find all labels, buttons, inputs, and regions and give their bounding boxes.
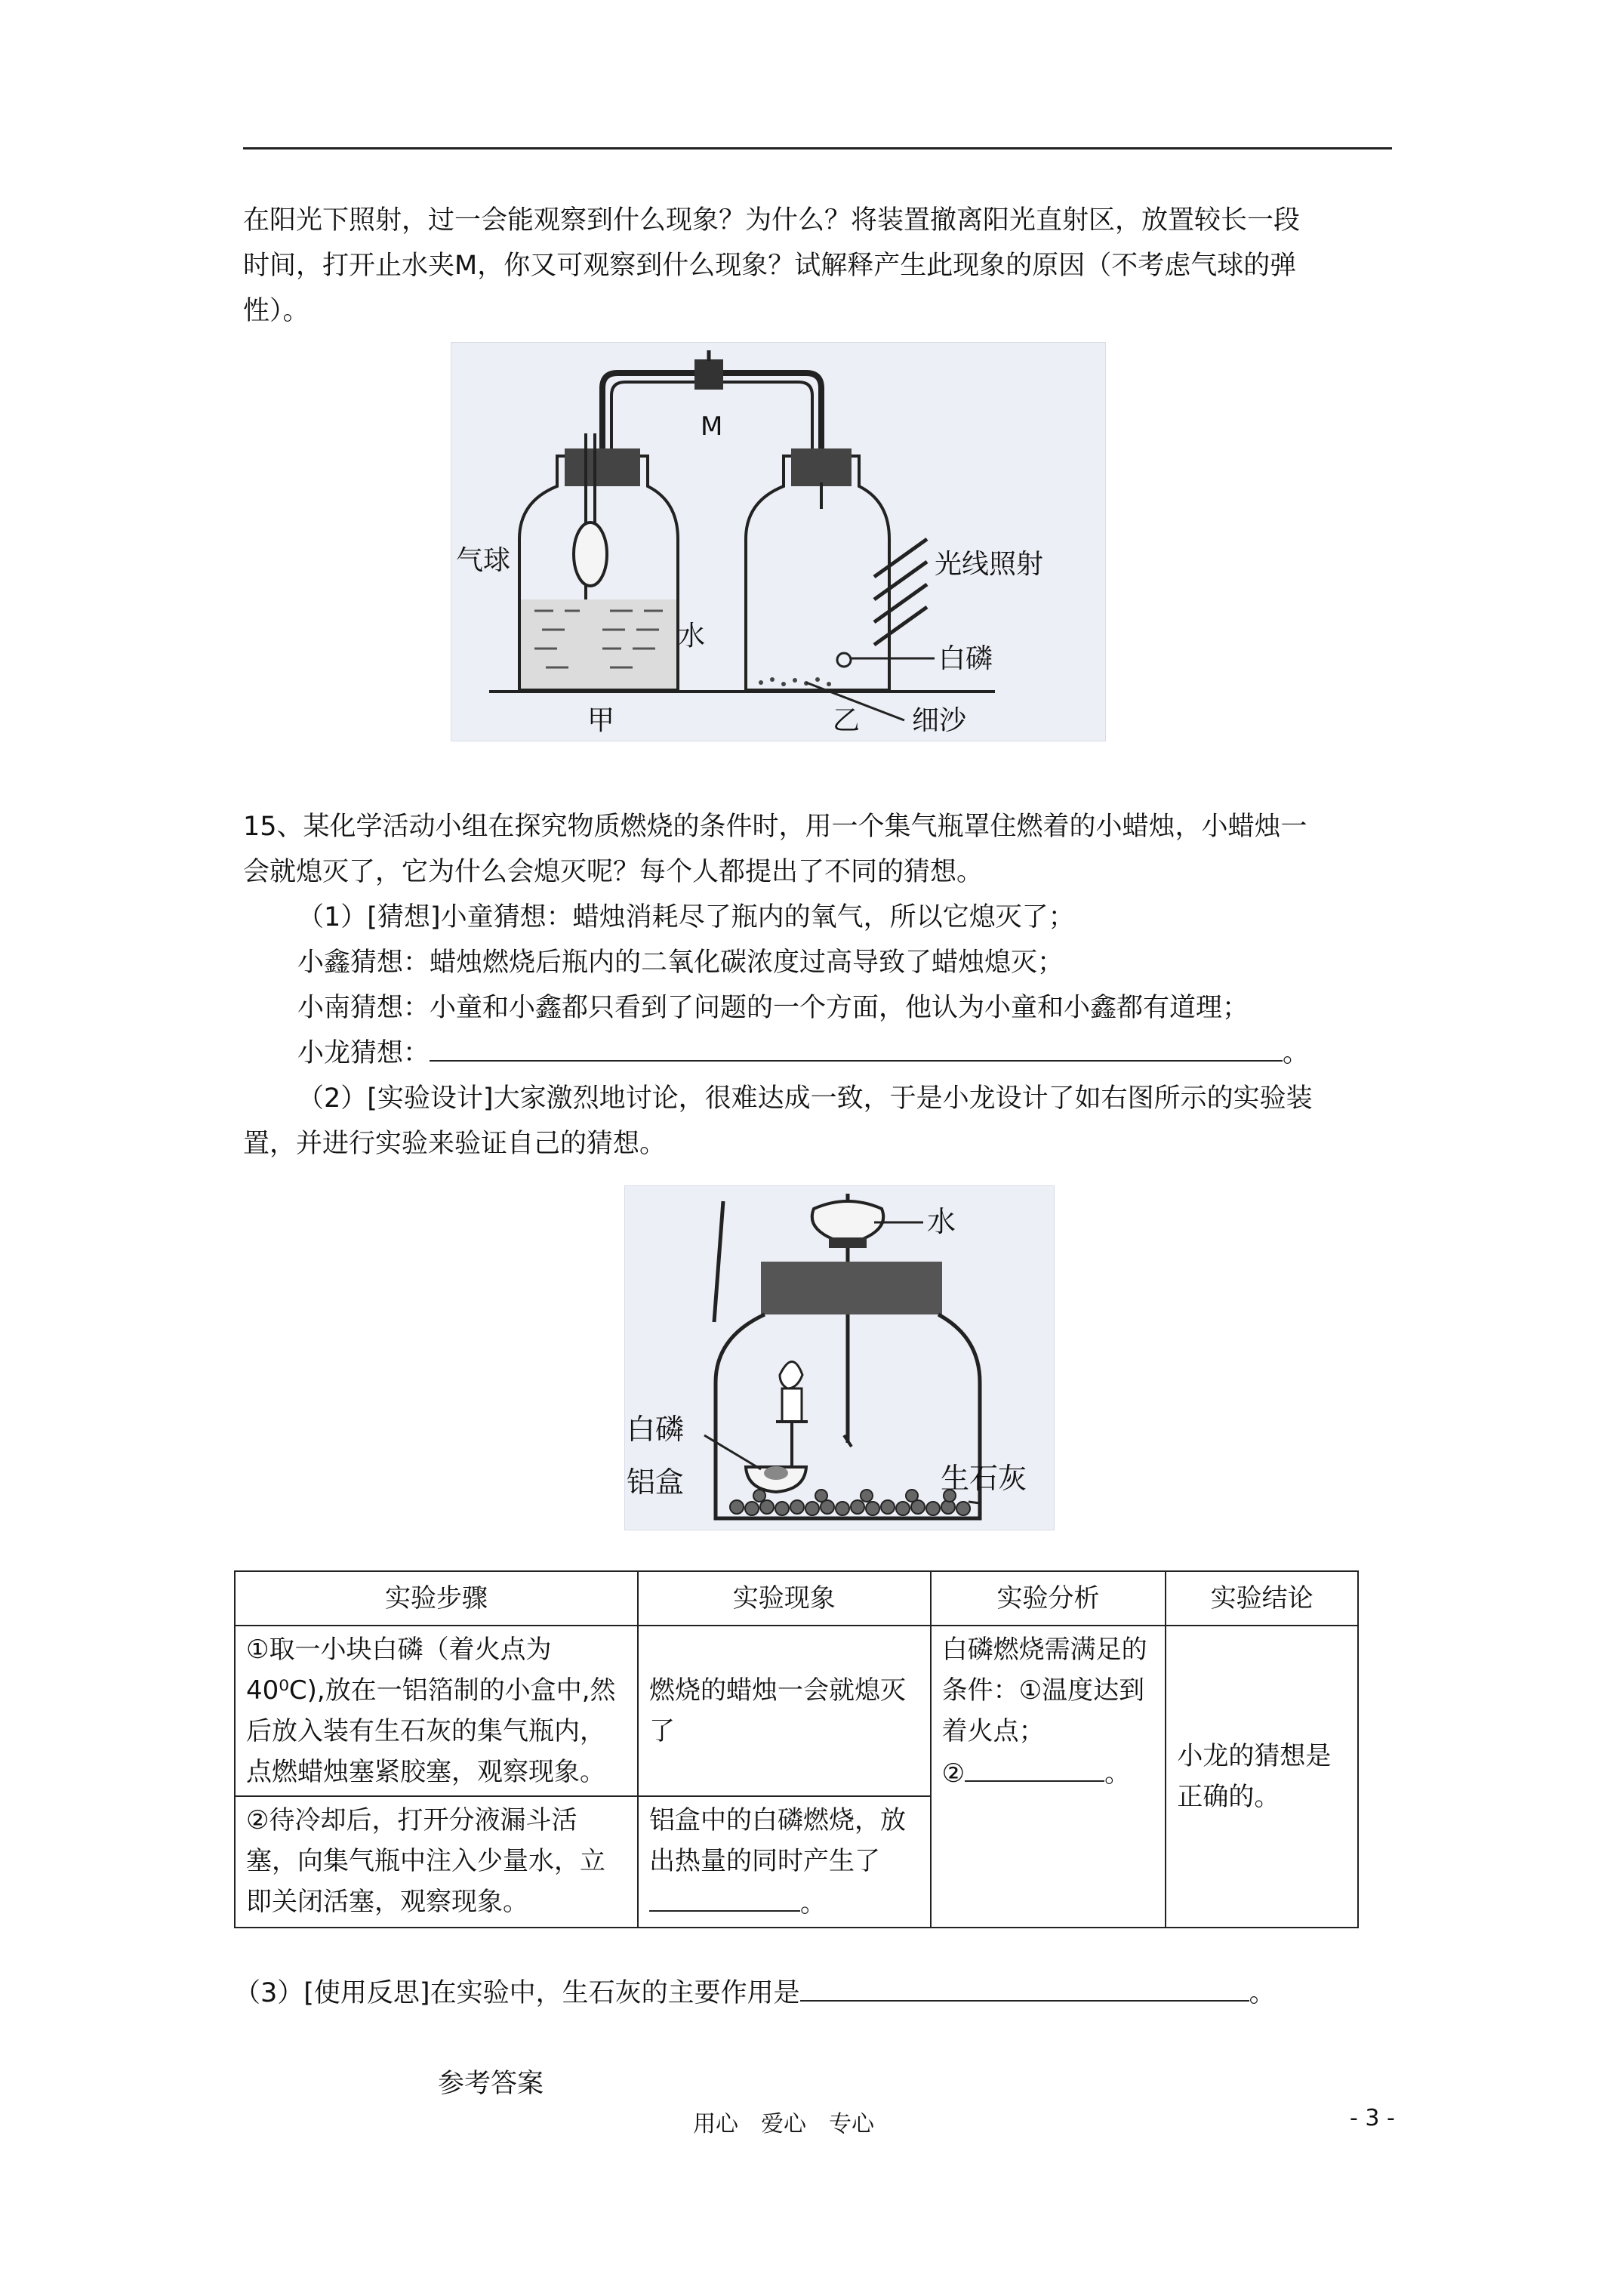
q15-line-1: 15、某化学活动小组在探究物质燃烧的条件时，用一个集气瓶罩住燃着的小蜡烛，小蜡烛一 (243, 812, 1307, 842)
sand-label: 细沙 (912, 705, 967, 736)
candle-flame (780, 1362, 802, 1389)
page-number: - 3 - (1350, 2105, 1395, 2131)
jar-stopper (761, 1262, 942, 1314)
jar-b (746, 456, 889, 690)
phenomenon-1-cell: 燃烧的蜡烛一会就熄灭了 (638, 1626, 931, 1796)
jar-b-stopper (791, 448, 852, 486)
guess-2: 小鑫猜想：蜡烛燃烧后瓶内的二氧化碳浓度过高导致了蜡烛熄灭； (297, 948, 1064, 978)
jar-a-stopper (565, 448, 640, 486)
phenomenon-2-cell (638, 1796, 931, 1928)
phosphorus-label: 白磷 (627, 1413, 685, 1446)
quicklime-label: 生石灰 (941, 1462, 1027, 1495)
table-row (235, 1626, 1358, 1796)
phenomenon-2-suffix: 。 (800, 1888, 826, 1918)
candle (782, 1388, 802, 1422)
analysis-condition-2-prefix: ② (941, 1758, 965, 1789)
step-2-cell: ②待冷却后，打开分液漏斗活塞，向集气瓶中注入少量水，立即关闭活塞，观察现象。 (235, 1796, 638, 1928)
analysis-answer-blank[interactable] (965, 1752, 1104, 1782)
intro-line-1: 在阳光下照射，过一会能观察到什么现象？为什么？将装置撤离阳光直射区，放置较长一段 (243, 205, 1301, 236)
design-line-2: 置，并进行实验来验证自己的猜想。 (243, 1129, 667, 1159)
analysis-cell (931, 1626, 1166, 1928)
balloon (574, 522, 607, 586)
guess-4-suffix: 。 (1283, 1038, 1310, 1068)
reflection-answer-blank[interactable] (800, 1971, 1249, 2002)
answer-heading: 参考答案 (438, 2069, 544, 2099)
reflection-prefix: （3）[使用反思]在实验中，生石灰的主要作用是 (234, 1978, 800, 2008)
white-phosphorus (837, 653, 851, 667)
intro-line-3: 性）。 (243, 296, 310, 326)
apparatus-figure-1 (451, 342, 1106, 741)
jar-a-label: 甲 (587, 705, 615, 736)
apparatus-figure-2-drawing (625, 1186, 1054, 1530)
intro-line-2: 时间，打开止水夹M，你又可观察到什么现象？试解释产生此现象的原因（不考虑气球的弹 (243, 251, 1297, 281)
clamp-label: M (701, 411, 723, 442)
header-steps: 实验步骤 (235, 1571, 638, 1626)
phenomenon-2-text: 铝盒中的白磷燃烧，放出热量的同时产生了 (649, 1805, 906, 1876)
apparatus-figure-1-drawing (451, 343, 1105, 741)
water-label: 水 (678, 621, 706, 652)
guess-4-answer-blank[interactable] (430, 1031, 1283, 1062)
jar-b-label: 乙 (833, 705, 861, 736)
reflection-line (234, 1971, 1383, 2016)
guess-1: （1）[猜想]小童猜想：蜡烛消耗尽了瓶内的氧气，所以它熄灭了； (297, 902, 1075, 932)
guess-4-prefix: 小龙猜想： (297, 1038, 430, 1068)
light-rays (874, 539, 927, 645)
step-1-cell: ①取一小块白磷（着火点为40⁰C),放在一铝箔制的小盒中,然后放入装有生石灰的集气瓶内，点燃蜡烛塞紧胶塞，观察现象。 (235, 1626, 638, 1796)
conclusion-cell: 小龙的猜想是正确的。 (1166, 1626, 1358, 1928)
white-phosphorus (764, 1466, 788, 1480)
reflection-suffix: 。 (1249, 1978, 1276, 2008)
header-analysis: 实验分析 (931, 1571, 1166, 1626)
separatory-funnel (812, 1201, 883, 1239)
phosphorus-label: 白磷 (938, 643, 993, 674)
apparatus-figure-2 (624, 1185, 1055, 1530)
light-label: 光线照射 (935, 549, 1044, 580)
water-clamp (694, 359, 723, 390)
header-conclusion: 实验结论 (1166, 1571, 1358, 1626)
footer-motto: 用心 爱心 专心 (693, 2111, 874, 2137)
header-phenomena: 实验现象 (638, 1571, 931, 1626)
guess-4 (243, 1031, 1446, 1076)
aluminum-box-label: 铝盒 (627, 1465, 685, 1499)
q15-line-2: 会就熄灭了，它为什么会熄灭呢？每个人都提出了不同的猜想。 (243, 857, 984, 887)
table-header-row (235, 1571, 1358, 1626)
design-line-1: （2）[实验设计]大家激烈地讨论，很难达成一致，于是小龙设计了如右图所示的实验装 (297, 1083, 1313, 1114)
analysis-condition-1: 白磷燃烧需满足的条件：①温度达到着火点； (941, 1635, 1147, 1746)
experiment-table (234, 1570, 1359, 1928)
quicklime (730, 1490, 970, 1515)
phenomenon-2-answer-blank[interactable] (649, 1881, 800, 1912)
analysis-condition-2-suffix: 。 (1104, 1758, 1131, 1789)
balloon-label: 气球 (456, 545, 511, 576)
funnel-water-label: 水 (927, 1205, 956, 1238)
guess-3: 小南猜想：小童和小鑫都只看到了问题的一个方面，他认为小童和小鑫都有道理； (297, 993, 1249, 1023)
header-rule (243, 147, 1392, 149)
fine-sand (759, 677, 831, 686)
